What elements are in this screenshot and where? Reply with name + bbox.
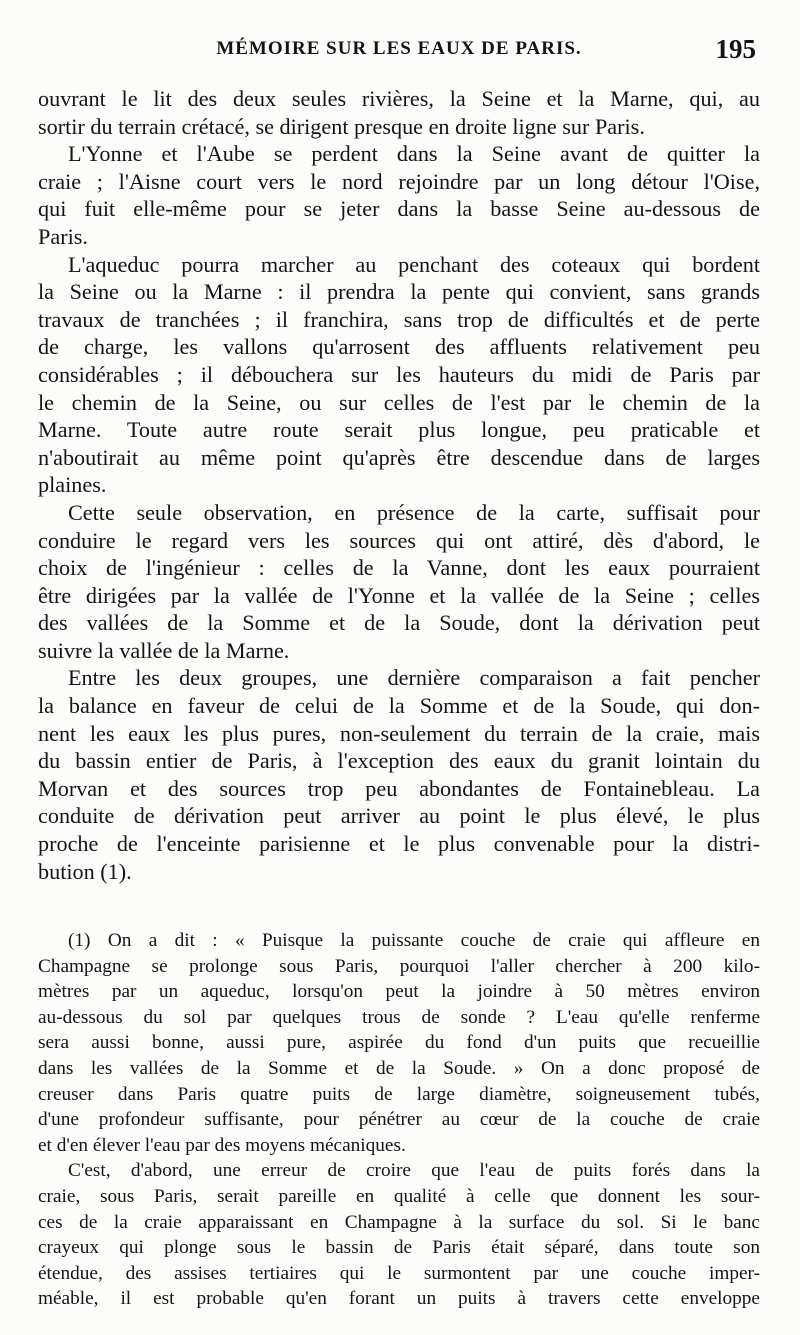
body-line: qui fuit elle-même pour se jeter dans la basse Seine au-dessous de — [38, 196, 760, 222]
body-line: n'aboutirait au même point qu'après être descendue dans de larges — [38, 444, 760, 470]
body-line: choix de l'ingénieur : celles de la Vanne, dont les eaux pourraient — [38, 555, 760, 581]
main-text — [38, 85, 760, 885]
body-line: la balance en faveur de celui de la Somme et de la Soude, qui don- — [38, 693, 760, 719]
body-line: nent les eaux les plus pures, non-seulement du terrain de la craie, mais — [38, 720, 760, 746]
footnote-line: au-dessous du sol par quelques trous de sonde ? L'eau qu'elle renferme — [38, 1006, 760, 1028]
body-line: sortir du terrain crétacé, se dirigent presque en droite ligne sur Paris. — [38, 113, 645, 139]
body-line: conduire le regard vers les sources qui ont attiré, dès d'abord, le — [38, 527, 760, 553]
body-line: craie ; l'Aisne court vers le nord rejoindre par un long détour l'Oise, — [38, 168, 760, 194]
footnote-line: ces de la craie apparaissant en Champagne à la surface du sol. Si le banc — [38, 1211, 760, 1233]
body-line: Morvan et des sources trop peu abondantes de Fontainebleau. La — [38, 775, 760, 801]
body-line: conduite de dérivation peut arriver au point le plus élevé, le plus — [38, 803, 760, 829]
page-header — [38, 34, 760, 68]
body-line: le chemin de la Seine, ou sur celles de l'est par le chemin de la — [38, 389, 760, 415]
footnote-line: C'est, d'abord, une erreur de croire que l'eau de puits forés dans la — [68, 1160, 760, 1182]
footnote-line: d'une profondeur suffisante, pour pénétrer au cœur de la couche de craie — [38, 1109, 760, 1131]
footnote-line: (1) On a dit : « Puisque la puissante couche de craie qui affleure en — [68, 930, 760, 951]
body-line: du bassin entier de Paris, à l'exception des eaux du granit lointain du — [38, 748, 760, 774]
body-line: Paris. — [38, 223, 88, 249]
body-line: considérables ; il débouchera sur les hauteurs du midi de Paris par — [38, 361, 760, 387]
body-line: L'Yonne et l'Aube se perdent dans la Seine avant de quitter la — [68, 141, 760, 167]
body-line: bution (1). — [38, 858, 132, 884]
footnote-line: creuser dans Paris quatre puits de large diamètre, soigneusement tubés, — [38, 1083, 760, 1105]
footnote-line: crayeux qui plonge sous le bassin de Paris était séparé, dans toute son — [38, 1237, 760, 1259]
body-line: ouvrant le lit des deux seules rivières, la Seine et la Marne, qui, au — [38, 86, 760, 111]
footnote-line: mètres par un aqueduc, lorsqu'on peut la joindre à 50 mètres environ — [38, 981, 760, 1003]
body-line: suivre la vallée de la Marne. — [38, 637, 290, 663]
body-line: être dirigées par la vallée de l'Yonne et la vallée de la Seine ; celles — [38, 582, 760, 608]
body-line: plaines. — [38, 472, 107, 498]
running-title: MÉMOIRE SUR LES EAUX DE PARIS. — [216, 38, 582, 59]
footnote-line: méable, il est probable qu'en forant un puits à travers cette enveloppe — [38, 1288, 760, 1310]
body-line: la Seine ou la Marne : il prendra la pente qui convient, sans grands — [38, 279, 760, 305]
body-line: Entre les deux groupes, une dernière comparaison a fait pencher — [68, 665, 760, 691]
footnote-line: Champagne se prolonge sous Paris, pourquoi l'aller chercher à 200 kilo- — [38, 955, 760, 977]
body-line: proche de l'enceinte parisienne et le plus convenable pour la distri- — [38, 831, 760, 857]
footnote-line: sera aussi bonne, aussi pure, aspirée du fond d'un puits que recueillie — [38, 1032, 760, 1054]
footnote — [38, 928, 760, 1312]
body-line: travaux de tranchées ; il franchira, sans trop de difficultés et de perte — [38, 306, 760, 332]
footnote-line: et d'en élever l'eau par des moyens mécaniques. — [38, 1134, 406, 1156]
body-line: Cette seule observation, en présence de la carte, suffisait pour — [68, 499, 760, 525]
body-line: Marne. Toute autre route serait plus longue, peu praticable et — [38, 417, 760, 443]
body-line: de charge, les vallons qu'arrosent des affluents relativement peu — [38, 334, 760, 360]
page-number: 195 — [715, 34, 756, 64]
footnote-line: craie, sous Paris, serait pareille en qualité à celle que donnent les sour- — [38, 1185, 760, 1207]
body-line: L'aqueduc pourra marcher au penchant des coteaux qui bordent — [68, 251, 760, 277]
body-line: des vallées de la Somme et de la Soude, dont la dérivation peut — [38, 610, 760, 636]
footnote-line: étendue, des assises tertiaires qui le surmontent par une couche imper- — [38, 1262, 760, 1284]
footnote-line: dans les vallées de la Somme et de la Soude. » On a donc proposé de — [38, 1057, 760, 1079]
